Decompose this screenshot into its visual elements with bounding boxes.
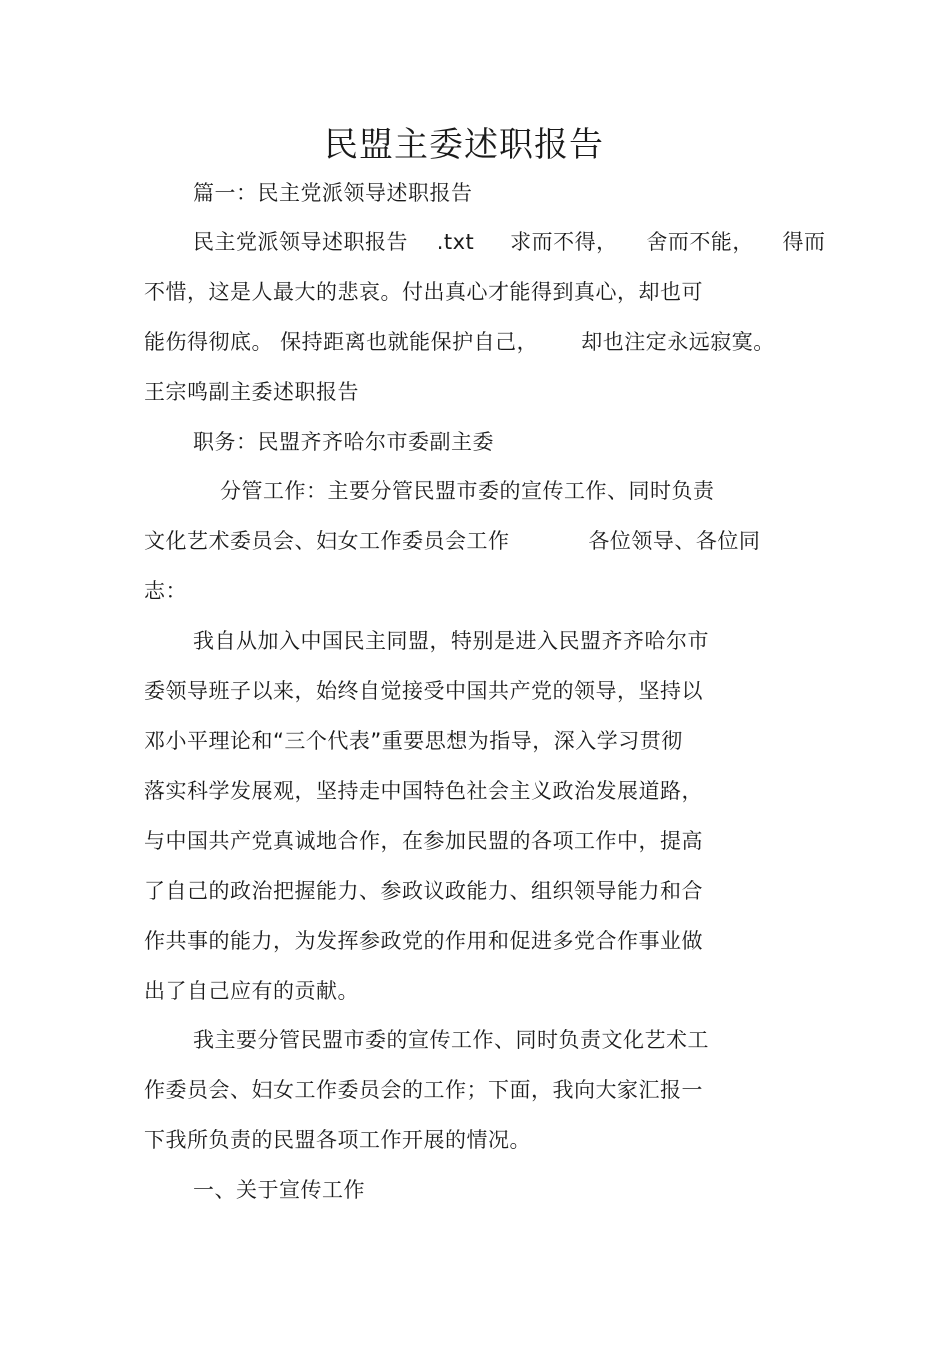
text-line-12: 落实科学发展观，坚持走中国特色社会主义政治发展道路， — [144, 779, 703, 803]
text-line-8: 志： — [144, 579, 187, 603]
text-line-4: 王宗鸣副主委述职报告 — [144, 380, 359, 404]
section-heading-2: 一、关于宣传工作 — [193, 1178, 365, 1202]
text-line-17: 我主要分管民盟市委的宣传工作、同时负责文化艺术工 — [193, 1028, 709, 1052]
text-line-5: 职务：民盟齐齐哈尔市委副主委 — [193, 430, 494, 454]
text-line-9: 我自从加入中国民主同盟，特别是进入民盟齐齐哈尔市 — [193, 629, 709, 653]
text-line-18: 作委员会、妇女工作委员会的工作；下面，我向大家汇报一 — [144, 1078, 703, 1102]
text-line-7: 文化艺术委员会、妇女工作委员会工作 各位领导、各位同 — [144, 529, 761, 553]
text-line-13: 与中国共产党真诚地合作，在参加民盟的各项工作中，提高 — [144, 829, 703, 853]
text-line-16: 出了自己应有的贡献。 — [144, 979, 359, 1003]
text-line-2: 不惜，这是人最大的悲哀。付出真心才能得到真心，却也可 — [144, 280, 703, 304]
document-title: 民盟主委述职报告 — [324, 125, 604, 165]
section-heading-1: 篇一：民主党派领导述职报告 — [193, 181, 473, 205]
text-line-11: 邓小平理论和“三个代表”重要思想为指导，深入学习贯彻 — [144, 729, 683, 753]
text-line-19: 下我所负责的民盟各项工作开展的情况。 — [144, 1128, 531, 1152]
text-line-10: 委领导班子以来，始终自觉接受中国共产党的领导，坚持以 — [144, 679, 703, 703]
text-line-6: 分管工作：主要分管民盟市委的宣传工作、同时负责 — [220, 479, 715, 503]
text-line-1: 民主党派领导述职报告 .txt 求而不得， 舍而不能， 得而 — [193, 230, 826, 254]
text-line-3: 能伤得彻底。 保持距离也就能保护自己， 却也注定永远寂寞。 — [144, 330, 775, 354]
text-line-15: 作共事的能力，为发挥参政党的作用和促进多党合作事业做 — [144, 929, 703, 953]
text-line-14: 了自己的政治把握能力、参政议政能力、组织领导能力和合 — [144, 879, 703, 903]
